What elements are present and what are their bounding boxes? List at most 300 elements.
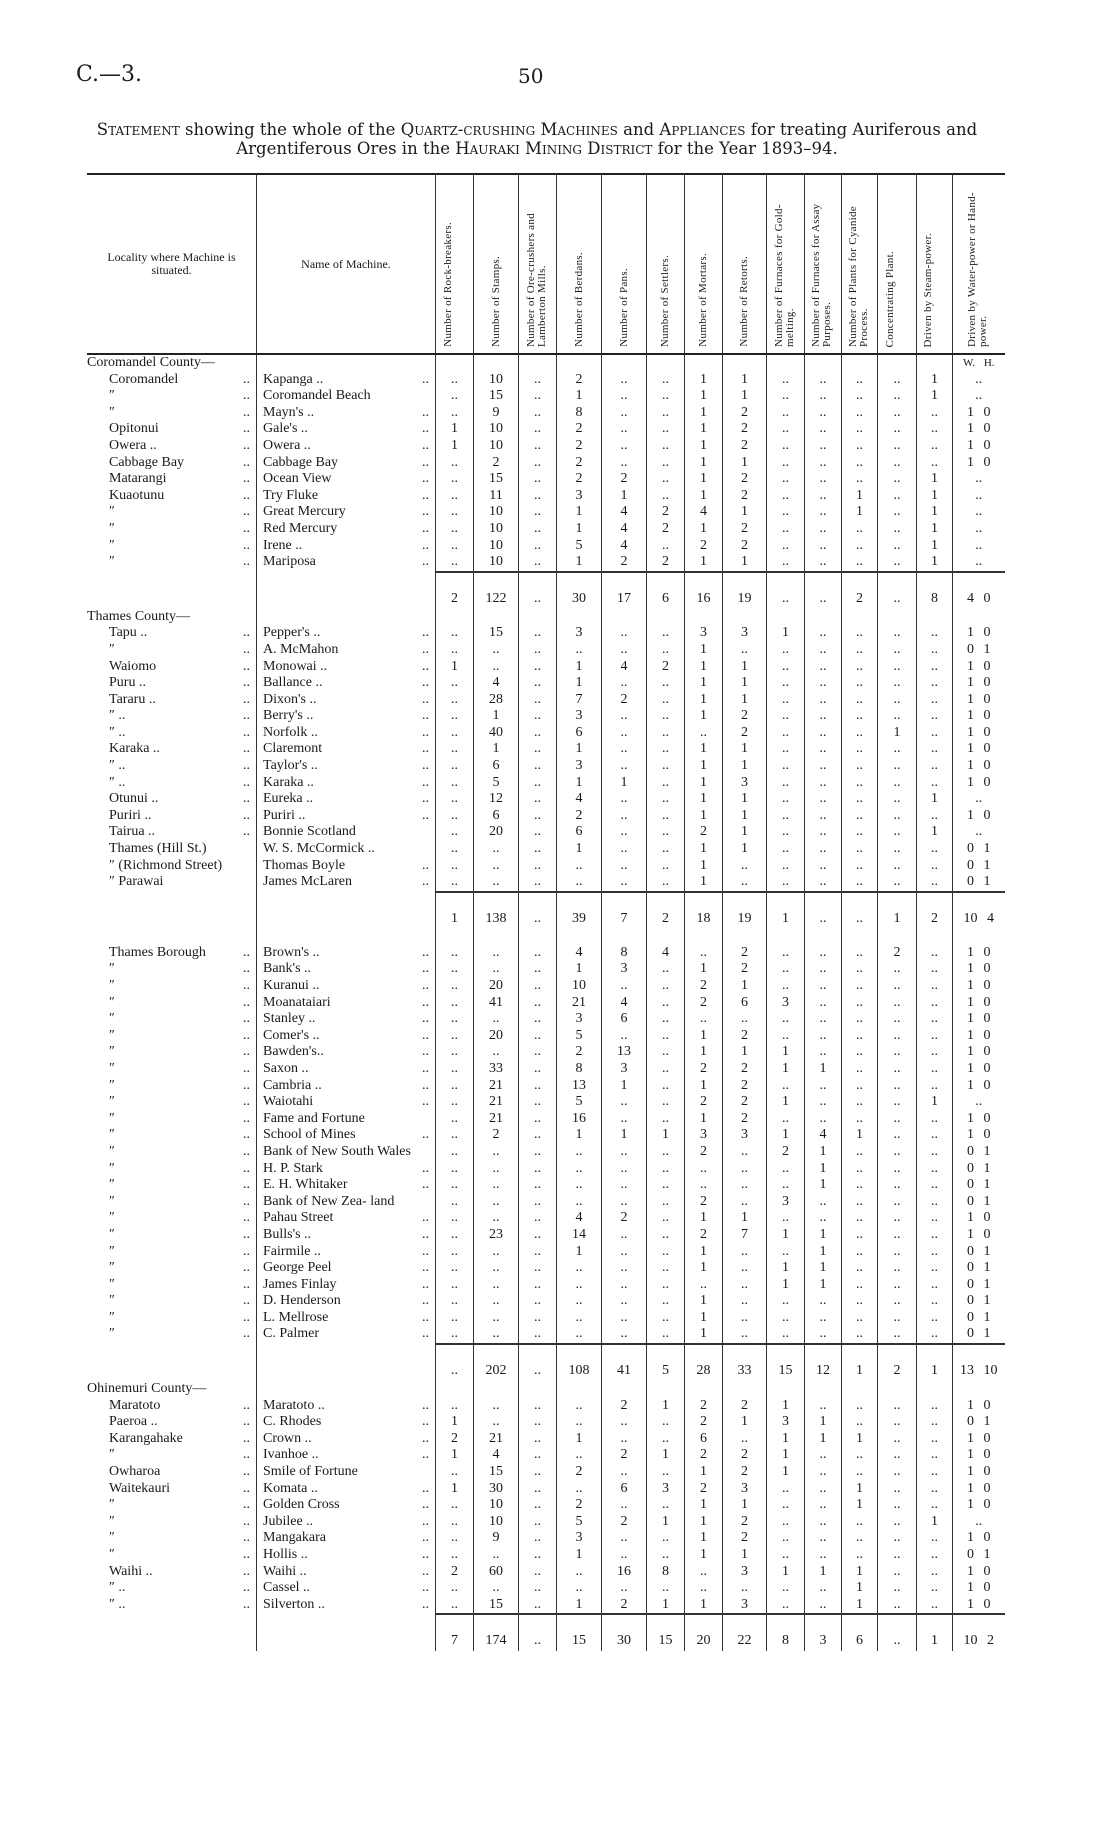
- numeric-cell: 1: [723, 675, 767, 692]
- table-row: [87, 692, 1005, 709]
- table-row: [87, 725, 1005, 742]
- numeric-cell: ..: [878, 405, 917, 422]
- numeric-cell: 2: [723, 708, 767, 725]
- machine-name-cell: Dixon's .. ..: [257, 692, 436, 709]
- hand-power-value: 0: [983, 758, 991, 774]
- numeric-cell: [685, 1381, 723, 1398]
- hand-power-value: 1: [983, 641, 991, 657]
- numeric-cell: ..: [723, 1161, 767, 1178]
- numeric-cell: ..: [602, 1293, 647, 1310]
- numeric-cell: ..: [436, 858, 474, 875]
- numeric-cell: ..: [878, 692, 917, 709]
- total-cell: ..: [519, 892, 557, 929]
- numeric-cell: 1: [685, 642, 723, 659]
- numeric-cell: ..: [805, 808, 842, 825]
- numeric-cell: ..: [519, 1127, 557, 1144]
- numeric-cell: 3: [723, 775, 767, 792]
- numeric-cell: ..: [647, 741, 685, 758]
- numeric-cell: 21: [474, 1111, 519, 1128]
- numeric-cell: ..: [685, 1277, 723, 1294]
- numeric-cell: 1: [842, 1564, 878, 1581]
- hand-power-value: 0: [983, 1464, 991, 1480]
- numeric-cell: 1: [647, 1398, 685, 1415]
- wh-total-cell: [953, 892, 1005, 929]
- numeric-cell: 21: [474, 1094, 519, 1111]
- hand-power-value: 1: [983, 1160, 991, 1176]
- numeric-cell: [917, 609, 953, 626]
- locality-cell: ″ ..: [87, 1210, 257, 1227]
- numeric-cell: [805, 609, 842, 626]
- numeric-cell: ..: [805, 1447, 842, 1464]
- numeric-cell: 2: [436, 1564, 474, 1581]
- machine-name-cell: Smile of Fortune: [257, 1464, 436, 1481]
- total-cell: ..: [878, 572, 917, 609]
- numeric-cell: 2: [685, 1398, 723, 1415]
- numeric-cell: 1: [842, 488, 878, 505]
- numeric-cell: ..: [878, 1547, 917, 1564]
- numeric-cell: ..: [878, 488, 917, 505]
- numeric-cell: ..: [917, 978, 953, 995]
- numeric-cell: ..: [602, 741, 647, 758]
- hand-power-value: 1: [983, 1260, 991, 1276]
- numeric-cell: 2: [602, 1447, 647, 1464]
- table-row: [87, 1310, 1005, 1327]
- numeric-cell: ..: [805, 1580, 842, 1597]
- total-cell: 3: [805, 1614, 842, 1651]
- column-header-numeric: [557, 174, 602, 354]
- numeric-cell: ..: [878, 1244, 917, 1261]
- numeric-cell: [723, 354, 767, 372]
- numeric-cell: 1: [685, 808, 723, 825]
- water-power-value: ..: [975, 504, 983, 520]
- machines-table: [87, 173, 1005, 1651]
- numeric-cell: 3: [602, 961, 647, 978]
- numeric-cell: [917, 354, 953, 372]
- numeric-cell: ..: [917, 1547, 953, 1564]
- numeric-cell: 1: [805, 1564, 842, 1581]
- numeric-cell: ..: [917, 945, 953, 962]
- numeric-cell: 1: [723, 758, 767, 775]
- numeric-cell: ..: [805, 372, 842, 389]
- total-cell: 19: [723, 572, 767, 609]
- numeric-cell: 1: [685, 1293, 723, 1310]
- locality-cell: Karaka .. ..: [87, 741, 257, 758]
- numeric-cell: ..: [878, 1398, 917, 1415]
- numeric-cell: 1: [723, 504, 767, 521]
- wh-cell: [953, 1398, 1005, 1415]
- total-cell: 1: [917, 1614, 953, 1651]
- numeric-cell: 2: [685, 1194, 723, 1211]
- hand-power-value: 1: [983, 857, 991, 873]
- machine-name-cell: Jubilee .. ..: [257, 1514, 436, 1531]
- statement-title: [87, 120, 987, 158]
- water-power-value: 1: [967, 625, 974, 641]
- table-row: [87, 841, 1005, 858]
- machine-name-cell: A. McMahon ..: [257, 642, 436, 659]
- numeric-cell: ..: [805, 554, 842, 572]
- numeric-cell: 10: [474, 438, 519, 455]
- numeric-cell: 30: [474, 1481, 519, 1498]
- table-row: [87, 1111, 1005, 1128]
- locality-cell: ″ ..: [87, 1326, 257, 1344]
- numeric-cell: 2: [723, 521, 767, 538]
- water-power-value: 1: [967, 961, 974, 977]
- numeric-cell: [647, 354, 685, 372]
- numeric-cell: 1: [767, 1061, 805, 1078]
- numeric-cell: ..: [602, 758, 647, 775]
- numeric-cell: ..: [767, 1161, 805, 1178]
- numeric-cell: 5: [557, 1094, 602, 1111]
- numeric-cell: [842, 1381, 878, 1398]
- numeric-cell: 2: [602, 1597, 647, 1615]
- numeric-cell: ..: [917, 708, 953, 725]
- column-header-label: Number of Retorts.: [738, 256, 750, 347]
- numeric-cell: 1: [685, 1044, 723, 1061]
- numeric-cell: 1: [685, 1260, 723, 1277]
- numeric-cell: ..: [805, 995, 842, 1012]
- numeric-cell: ..: [842, 1514, 878, 1531]
- numeric-cell: ..: [602, 841, 647, 858]
- numeric-cell: 1: [557, 1127, 602, 1144]
- numeric-cell: 11: [474, 488, 519, 505]
- numeric-cell: ..: [767, 388, 805, 405]
- hand-power-value: 0: [983, 741, 991, 757]
- numeric-cell: ..: [767, 504, 805, 521]
- locality-cell: Waihi .. ..: [87, 1564, 257, 1581]
- numeric-cell: 3: [557, 1530, 602, 1547]
- numeric-cell: ..: [842, 945, 878, 962]
- numeric-cell: 1: [557, 504, 602, 521]
- numeric-cell: 1: [685, 372, 723, 389]
- numeric-cell: [602, 929, 647, 945]
- total-cell: 1: [436, 892, 474, 929]
- column-header-label: Number of Pans.: [617, 268, 630, 347]
- title-part: Quartz-crushing Machines: [400, 120, 618, 139]
- total-cell: 41: [602, 1344, 647, 1381]
- numeric-cell: ..: [723, 1293, 767, 1310]
- numeric-cell: 2: [723, 1398, 767, 1415]
- numeric-cell: ..: [474, 874, 519, 892]
- numeric-cell: 1: [557, 388, 602, 405]
- wh-cell: [953, 1127, 1005, 1144]
- water-power-value: 1: [967, 1011, 974, 1027]
- numeric-cell: [767, 609, 805, 626]
- numeric-cell: 9: [474, 405, 519, 422]
- numeric-cell: 3: [557, 758, 602, 775]
- hand-power-value: 0: [983, 1563, 991, 1579]
- numeric-cell: ..: [474, 1144, 519, 1161]
- machine-name-cell: Claremont ..: [257, 741, 436, 758]
- numeric-cell: ..: [602, 1310, 647, 1327]
- numeric-cell: 3: [685, 1127, 723, 1144]
- numeric-cell: ..: [767, 405, 805, 422]
- hand-power-value: 0: [983, 1497, 991, 1513]
- numeric-cell: 1: [917, 504, 953, 521]
- numeric-cell: 1: [685, 961, 723, 978]
- numeric-cell: ..: [767, 961, 805, 978]
- name-cell: [257, 1614, 436, 1651]
- water-power-value: 1: [967, 1530, 974, 1546]
- numeric-cell: ..: [842, 841, 878, 858]
- numeric-cell: 10: [557, 978, 602, 995]
- numeric-cell: ..: [647, 372, 685, 389]
- numeric-cell: 3: [767, 1414, 805, 1431]
- numeric-cell: ..: [767, 438, 805, 455]
- numeric-cell: ..: [878, 1094, 917, 1111]
- numeric-cell: ..: [647, 961, 685, 978]
- total-cell: 122: [474, 572, 519, 609]
- numeric-cell: 1: [723, 659, 767, 676]
- numeric-cell: ..: [519, 675, 557, 692]
- numeric-cell: ..: [602, 1177, 647, 1194]
- numeric-cell: 1: [557, 1597, 602, 1615]
- column-header-label: Number of Stamps.: [489, 256, 502, 347]
- numeric-cell: ..: [842, 1227, 878, 1244]
- water-power-value: ..: [975, 537, 983, 553]
- numeric-cell: 4: [557, 791, 602, 808]
- total-cell: 39: [557, 892, 602, 929]
- water-power-value: 1: [967, 421, 974, 437]
- table-row: [87, 1161, 1005, 1178]
- numeric-cell: 1: [767, 1127, 805, 1144]
- numeric-cell: ..: [878, 791, 917, 808]
- numeric-cell: ..: [602, 1277, 647, 1294]
- numeric-cell: 1: [805, 1414, 842, 1431]
- table-row: [87, 471, 1005, 488]
- total-cell: ..: [878, 1614, 917, 1651]
- wh-cell: [953, 1431, 1005, 1448]
- table-row: [87, 1547, 1005, 1564]
- numeric-cell: 2: [685, 538, 723, 555]
- numeric-cell: ..: [647, 438, 685, 455]
- numeric-cell: ..: [557, 1194, 602, 1211]
- numeric-cell: ..: [842, 405, 878, 422]
- numeric-cell: 3: [557, 708, 602, 725]
- numeric-cell: 8: [647, 1564, 685, 1581]
- machine-name-cell: Kapanga .. ..: [257, 372, 436, 389]
- table-row: [87, 455, 1005, 472]
- numeric-cell: ..: [519, 1161, 557, 1178]
- numeric-cell: ..: [842, 1293, 878, 1310]
- numeric-cell: 1: [647, 1597, 685, 1615]
- locality-cell: Puriri .. ..: [87, 808, 257, 825]
- numeric-cell: ..: [519, 1144, 557, 1161]
- numeric-cell: 1: [557, 521, 602, 538]
- numeric-cell: ..: [842, 1044, 878, 1061]
- locality-cell: Otunui .. ..: [87, 791, 257, 808]
- machine-name-cell: Cabbage Bay ..: [257, 455, 436, 472]
- water-power-total: 10: [963, 910, 978, 926]
- numeric-cell: ..: [767, 1497, 805, 1514]
- numeric-cell: 3: [557, 488, 602, 505]
- numeric-cell: 1: [878, 725, 917, 742]
- total-cell: 8: [917, 572, 953, 609]
- numeric-cell: ..: [436, 1497, 474, 1514]
- numeric-cell: ..: [805, 978, 842, 995]
- table-row: [87, 538, 1005, 555]
- numeric-cell: 1: [767, 1227, 805, 1244]
- machine-name-cell: Maratoto .. ..: [257, 1398, 436, 1415]
- section-title: Ohinemuri County—: [87, 1381, 207, 1397]
- numeric-cell: ..: [767, 1078, 805, 1095]
- numeric-cell: 1: [647, 1514, 685, 1531]
- table-row: [87, 1277, 1005, 1294]
- numeric-cell: [878, 929, 917, 945]
- numeric-cell: 1: [685, 1530, 723, 1547]
- numeric-cell: 1: [842, 1431, 878, 1448]
- total-cell: 19: [723, 892, 767, 929]
- section-header-row: [87, 1381, 1005, 1398]
- locality-cell: Thames Borough ..: [87, 945, 257, 962]
- numeric-cell: ..: [878, 1431, 917, 1448]
- numeric-cell: 21: [474, 1078, 519, 1095]
- numeric-cell: ..: [647, 874, 685, 892]
- numeric-cell: ..: [767, 978, 805, 995]
- hand-power-total: 2: [987, 1633, 994, 1649]
- numeric-cell: 13: [602, 1044, 647, 1061]
- numeric-cell: [647, 1381, 685, 1398]
- total-row: [87, 892, 1005, 929]
- numeric-cell: ..: [602, 1111, 647, 1128]
- machine-name-cell: L. Mellrose ..: [257, 1310, 436, 1327]
- numeric-cell: ..: [917, 1244, 953, 1261]
- numeric-cell: ..: [767, 1580, 805, 1597]
- numeric-cell: ..: [917, 1078, 953, 1095]
- numeric-cell: 1: [917, 488, 953, 505]
- numeric-cell: 2: [723, 1447, 767, 1464]
- numeric-cell: ..: [519, 438, 557, 455]
- numeric-cell: ..: [436, 1144, 474, 1161]
- numeric-cell: ..: [474, 1194, 519, 1211]
- numeric-cell: ..: [767, 659, 805, 676]
- table-row: [87, 521, 1005, 538]
- numeric-cell: ..: [805, 858, 842, 875]
- total-cell: 138: [474, 892, 519, 929]
- numeric-cell: ..: [723, 1310, 767, 1327]
- numeric-cell: ..: [723, 642, 767, 659]
- numeric-cell: ..: [647, 1028, 685, 1045]
- locality-cell: ″ .. ..: [87, 758, 257, 775]
- numeric-cell: 2: [723, 1530, 767, 1547]
- numeric-cell: ..: [436, 405, 474, 422]
- numeric-cell: 2: [557, 421, 602, 438]
- numeric-cell: 1: [685, 438, 723, 455]
- hand-power-value: 0: [983, 1530, 991, 1546]
- numeric-cell: 2: [685, 1447, 723, 1464]
- water-power-value: 0: [967, 1160, 974, 1176]
- numeric-cell: ..: [842, 625, 878, 642]
- numeric-cell: ..: [842, 1547, 878, 1564]
- numeric-cell: ..: [723, 1431, 767, 1448]
- water-power-value: ..: [975, 388, 983, 404]
- wh-cell: [953, 1447, 1005, 1464]
- numeric-cell: ..: [767, 1011, 805, 1028]
- title-part: Hauraki Mining District: [455, 139, 653, 158]
- numeric-cell: 1: [685, 1326, 723, 1344]
- total-cell: 7: [602, 892, 647, 929]
- numeric-cell: 1: [842, 1580, 878, 1597]
- hand-power-value: 0: [983, 1397, 991, 1413]
- numeric-cell: ..: [602, 978, 647, 995]
- numeric-cell: 1: [685, 1244, 723, 1261]
- numeric-cell: ..: [723, 1177, 767, 1194]
- column-header-label: Number of Berdans.: [572, 252, 585, 347]
- numeric-cell: ..: [917, 421, 953, 438]
- hand-power-value: 0: [983, 1027, 991, 1043]
- machine-name-cell: Komata .. ..: [257, 1481, 436, 1498]
- numeric-cell: ..: [917, 961, 953, 978]
- column-header-label: Number of Rock-breakers.: [441, 222, 454, 347]
- column-header-label: Number of Mortars.: [697, 253, 709, 347]
- table-row: [87, 405, 1005, 422]
- numeric-cell: ..: [519, 945, 557, 962]
- table-row: [87, 1530, 1005, 1547]
- numeric-cell: [602, 354, 647, 372]
- numeric-cell: 1: [723, 841, 767, 858]
- locality-cell: [87, 892, 257, 929]
- numeric-cell: ..: [878, 504, 917, 521]
- locality-cell: [87, 1614, 257, 1651]
- numeric-cell: 1: [685, 1310, 723, 1327]
- numeric-cell: ..: [767, 945, 805, 962]
- table-row: [87, 1398, 1005, 1415]
- numeric-cell: ..: [647, 995, 685, 1012]
- numeric-cell: ..: [842, 1094, 878, 1111]
- numeric-cell: ..: [557, 1161, 602, 1178]
- numeric-cell: 1: [685, 841, 723, 858]
- table-row: [87, 1597, 1005, 1615]
- numeric-cell: 33: [474, 1061, 519, 1078]
- numeric-cell: [474, 929, 519, 945]
- numeric-cell: ..: [436, 841, 474, 858]
- numeric-cell: 1: [557, 675, 602, 692]
- numeric-cell: ..: [519, 455, 557, 472]
- numeric-cell: 20: [474, 1028, 519, 1045]
- numeric-cell: ..: [474, 841, 519, 858]
- numeric-cell: ..: [436, 995, 474, 1012]
- numeric-cell: ..: [917, 1011, 953, 1028]
- numeric-cell: ..: [723, 858, 767, 875]
- numeric-cell: ..: [723, 1194, 767, 1211]
- numeric-cell: ..: [474, 1310, 519, 1327]
- water-power-value: ..: [975, 554, 983, 570]
- hand-power-value: 0: [983, 404, 991, 420]
- numeric-cell: ..: [647, 978, 685, 995]
- numeric-cell: [685, 609, 723, 626]
- numeric-cell: 4: [602, 538, 647, 555]
- numeric-cell: ..: [878, 1326, 917, 1344]
- numeric-cell: ..: [647, 858, 685, 875]
- table-row: [87, 775, 1005, 792]
- water-power-value: 0: [967, 841, 974, 857]
- numeric-cell: ..: [519, 1564, 557, 1581]
- numeric-cell: ..: [557, 1447, 602, 1464]
- hand-power-value: 1: [983, 1276, 991, 1292]
- numeric-cell: ..: [519, 1111, 557, 1128]
- numeric-cell: ..: [767, 1293, 805, 1310]
- machine-name-cell: D. Henderson ..: [257, 1293, 436, 1310]
- wh-cell: [953, 1514, 1005, 1531]
- numeric-cell: 1: [685, 455, 723, 472]
- column-header-numeric: [647, 174, 685, 354]
- numeric-cell: ..: [474, 1398, 519, 1415]
- column-header-numeric: [685, 174, 723, 354]
- machine-name-cell: Pepper's .. ..: [257, 625, 436, 642]
- total-cell: 2: [917, 892, 953, 929]
- numeric-cell: ..: [878, 758, 917, 775]
- numeric-cell: ..: [647, 808, 685, 825]
- numeric-cell: ..: [917, 1293, 953, 1310]
